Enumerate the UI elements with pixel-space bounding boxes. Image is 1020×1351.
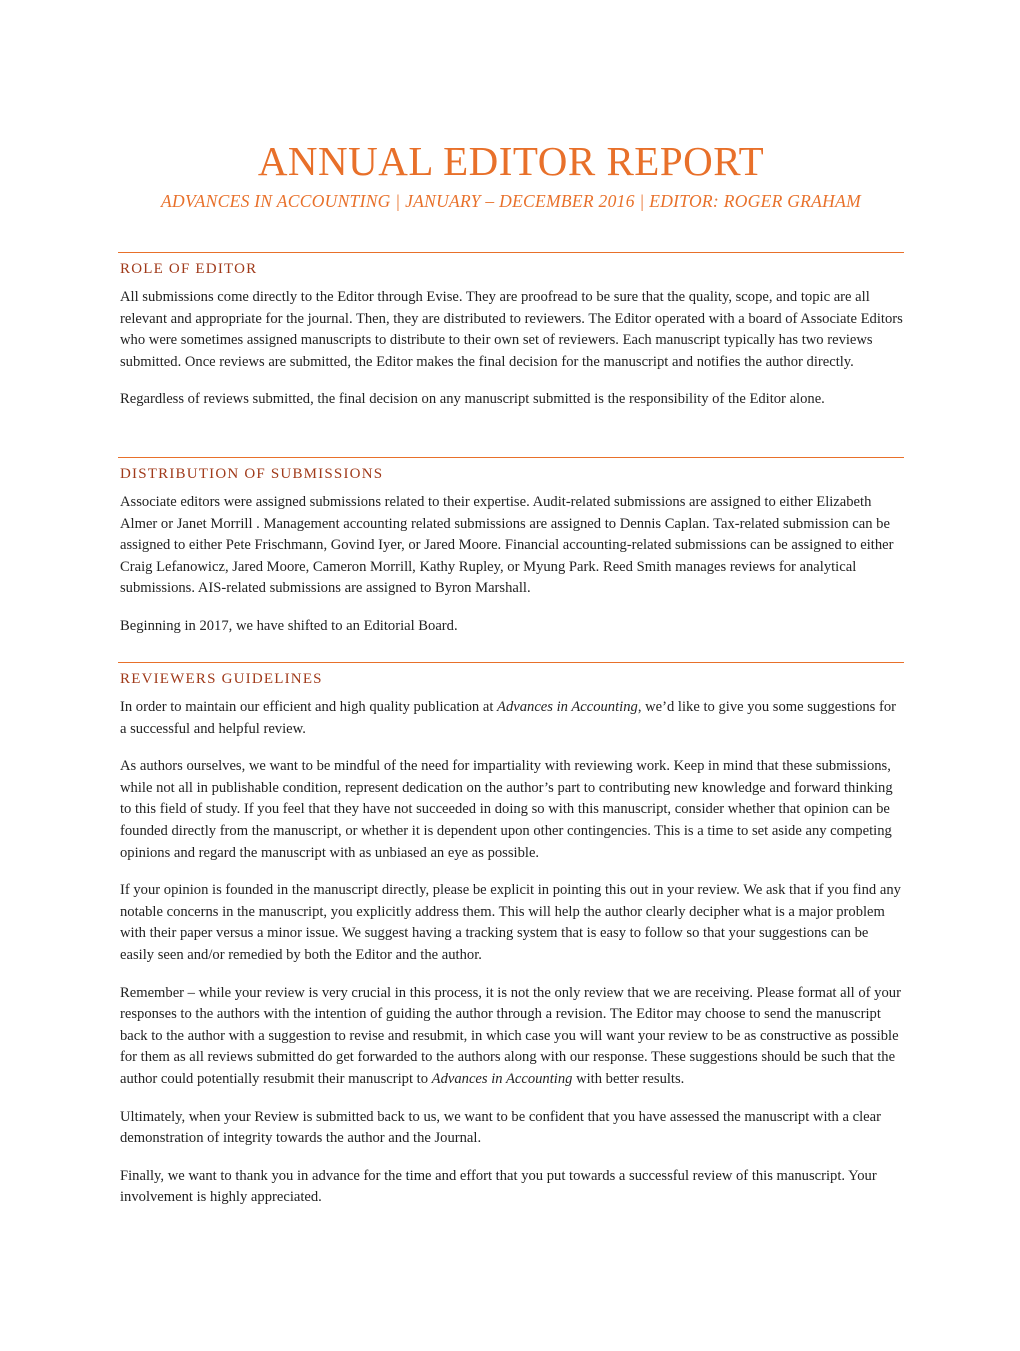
section-divider [118,252,904,253]
section-heading: REVIEWERS GUIDELINES [120,671,323,687]
section-heading: ROLE OF EDITOR [120,261,258,277]
paragraph: Associate editors were assigned submissions related to their expertise. Audit-related submissions are assigned to either Elizabeth Almer or Janet Morrill . Management accounting related submissions are assigned to Dennis Caplan. Tax-related submission can be assigned to either Pete Frischmann, Govind Iyer, or Jared Moore. Financial accounting-related submissions can be assigned to either Craig Lefanowicz, Jared Moore, Cameron Morrill, Kathy Rupley, or Myung Park. Reed Smith manages reviews for analytical submissions. AIS-related submissions are assigned to Byron Marshall. [120,494,894,597]
section-role-of-editor [118,252,904,411]
paragraph: Beginning in 2017, we have shifted to an Editorial Board. [120,617,458,634]
paragraph: As authors ourselves, we want to be mindful of the need for impartiality with reviewing work. Keep in mind that these submissions, while not all in publishable condition, represent dedication on the author’s part to contributing new knowledge and forward thinking to this field of study. If you feel that they have not succeeded in doing so with this manuscript, consider whether that opinion can be founded directly from the manuscript, or whether it is dependent upon other contingencies. This is a time to set aside any competing opinions and regard the manuscript with as unbiased an eye as possible. [120,758,893,861]
report-title: ANNUAL EDITOR REPORT [257,138,765,184]
paragraph: All submissions come directly to the Editor through Evise. They are proofread to be sure that the quality, scope, and topic are all relevant and appropriate for the journal. Then, they are distributed to reviewers. The Editor operated with a board of Associate Editors who were sometimes assigned manuscripts to distribute to their own set of reviewers. Each manuscript typically has two reviews submitted. Once reviews are submitted, the Editor makes the final decision for the manuscript and notifies the author directly. [120,289,903,370]
text-run: Remember – while your review is very crucial in this process, it is not the only review that we are receiving. Please format all of your responses to the authors with the intention of guiding the author through a revision. The Editor may choose to send the manuscript back to the author with a suggestion to revise and resubmit, in which case you will want your review to be as constructive as possible for them as all reviews submitted do get forwarded to the authors along with our response. These suggestions should be such that the author could potentially resubmit their manuscript to [120,984,901,1087]
text-run: , we’d like to give you some suggestions for a successful and helpful review. [120,699,897,737]
paragraph [120,983,904,1091]
text-run: with better results. [572,1070,685,1087]
paragraph: Ultimately, when your Review is submitted back to us, we want to be confident that you have assessed the manuscript with a clear demonstration of integrity towards the author and the Journal. [120,1108,881,1147]
text-run: In order to maintain our efficient and high quality publication at [120,699,498,715]
paragraph: If your opinion is founded in the manuscript directly, please be explicit in pointing this out in your review. We ask that if you find any notable concerns in the manuscript, you explicitly address them. This will help the author clearly decipher what is a major problem with their paper versus a minor issue. We suggest having a tracking system that is easy to follow so that your suggestions can be easily seen and/or remedied by both the Editor and the author. [120,882,901,963]
journal-name: Advances in Accounting [431,1070,573,1087]
journal-name: Advances in Accounting [497,699,638,715]
section-divider [118,457,904,458]
paragraph [120,697,904,740]
section-heading: DISTRIBUTION OF SUBMISSIONS [120,466,384,482]
section-divider [118,662,904,663]
paragraph: Regardless of reviews submitted, the final decision on any manuscript submitted is the responsibility of the Editor alone. [120,391,825,408]
report-subtitle: ADVANCES IN ACCOUNTING | JANUARY – DECEMBER 2016 | EDITOR: ROGER GRAHAM [161,191,861,211]
section-reviewers-guidelines [118,662,904,1209]
paragraph: Finally, we want to thank you in advance for the time and effort that you put towards a successful review of this manuscript. Your involvement is highly appreciated. [120,1167,877,1206]
section-distribution-of-submissions [118,457,904,638]
